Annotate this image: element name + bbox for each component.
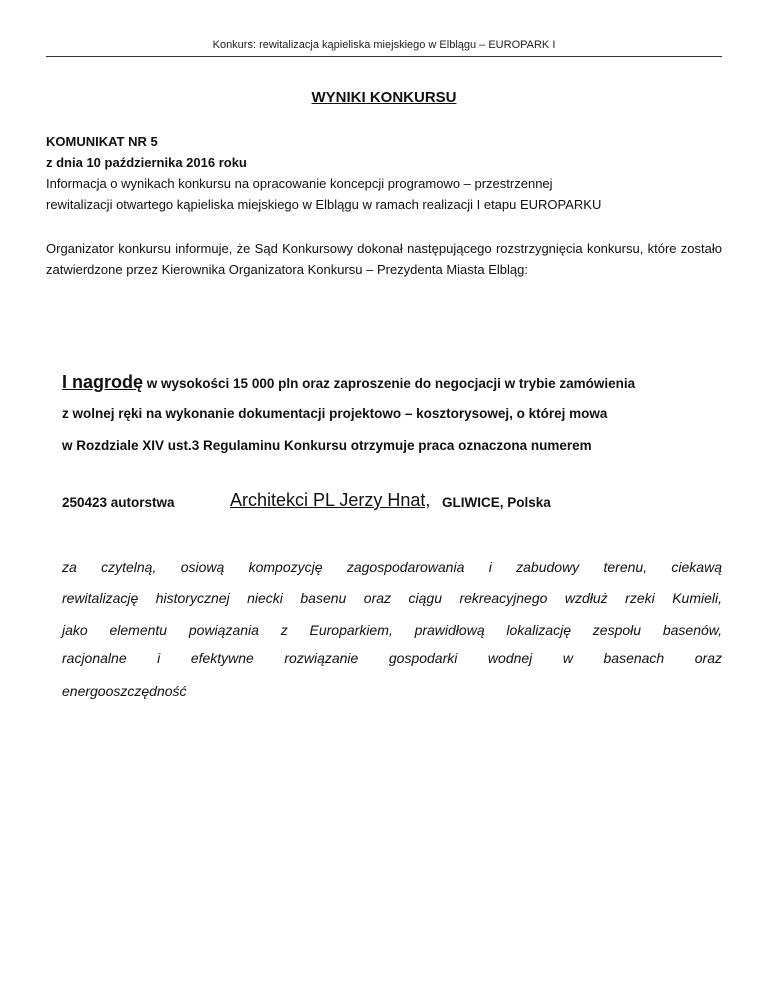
- prize-label: I nagrodę: [62, 372, 144, 392]
- justification-line-3: jako elementu powiązania z Europarkiem, prawidłową lokalizację zespołu basenów,: [62, 622, 722, 638]
- organizer-statement: Organizator konkursu informuje, że Sąd Konkursowy dokonał następującego rozstrzygnięcia konkursu, które zostało zatwierdzone przez Kierownika Organizatora Konkursu – Prezydenta Miasta Elbląg:: [46, 241, 722, 277]
- winner-line: [62, 490, 551, 510]
- prize-amount-text: w wysokości 15 000 pln oraz zaproszenie do negocjacji w trybie zamówienia: [143, 376, 636, 391]
- prize-line-2: z wolnej ręki na wykonanie dokumentacji projektowo – kosztorysowej, o której mowa: [62, 406, 608, 421]
- justification-line-5: energooszczędność: [62, 683, 187, 699]
- justification-line-4: racjonalne i efektywne rozwiązanie gospodarki wodnej w basenach oraz: [62, 650, 722, 666]
- communique-block: [46, 131, 722, 215]
- communique-date: z dnia 10 października 2016 roku: [46, 155, 247, 170]
- prize-line-1: [62, 372, 722, 393]
- communique-info-line-2: rewitalizacji otwartego kąpieliska miejskiego w Elblągu w ramach realizacji I etapu EUROPARKU: [46, 197, 602, 212]
- communique-number: KOMUNIKAT NR 5: [46, 134, 158, 149]
- header-divider: [46, 56, 722, 57]
- justification-line-1: za czytelną, osiową kompozycję zagospodarowania i zabudowy terenu, ciekawą: [62, 559, 722, 575]
- prize-line-3: w Rozdziale XIV ust.3 Regulaminu Konkursu otrzymuje praca oznaczona numerem: [62, 438, 592, 453]
- communique-info-line-1: Informacja o wynikach konkursu na opracowanie koncepcji programowo – przestrzennej: [46, 176, 553, 191]
- winner-entry-number: 250423 autorstwa: [62, 495, 175, 510]
- winner-location: GLIWICE, Polska: [442, 495, 551, 510]
- justification-line-2: rewitalizację historycznej niecki basenu oraz ciągu rekreacyjnego wzdłuż rzeki Kumieli,: [62, 590, 722, 606]
- running-header: Konkurs: rewitalizacja kąpieliska miejskiego w Elblągu – EUROPARK I: [212, 39, 556, 51]
- winner-team: Architekci PL Jerzy Hnat,: [230, 490, 431, 510]
- document-title: WYNIKI KONKURSU: [311, 89, 457, 106]
